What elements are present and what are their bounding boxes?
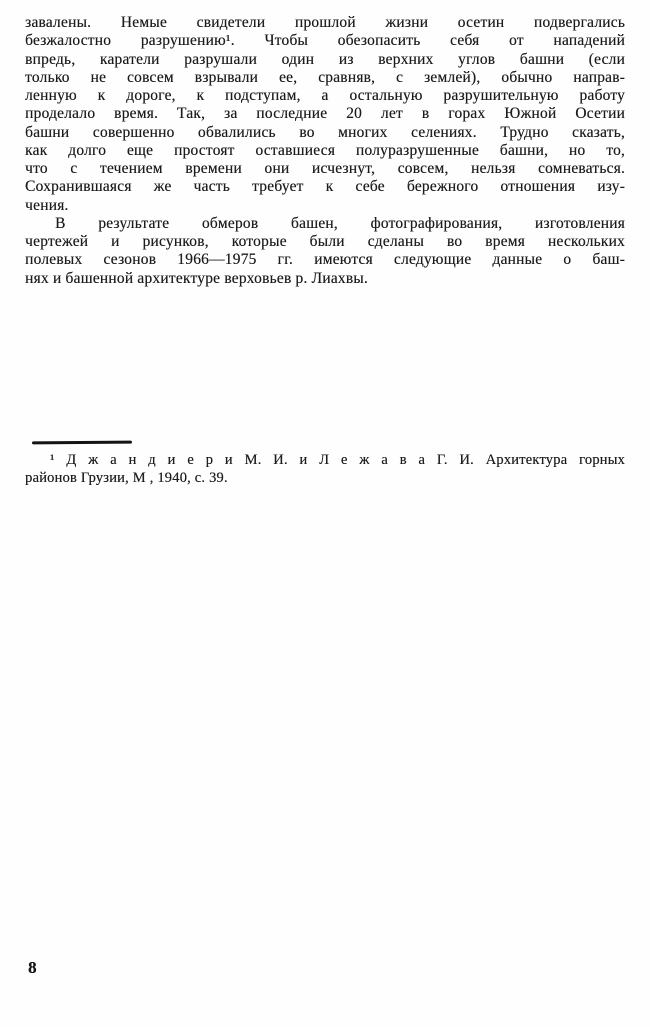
text-line: полевых сезонов 1966—1975 гг. имеются следующие данные о баш-: [25, 251, 625, 269]
text-line: что с течением времени они исчезнут, совсем, нельзя сомневаться.: [25, 160, 625, 177]
text-line: чертежей и рисунков, которые были сделаны во время нескольких: [25, 233, 625, 250]
text-line: нях и башенной архитектуре верховьев р. Лиахвы.: [25, 269, 368, 287]
paragraph-2: [25, 215, 625, 288]
footnote-line: ¹ Д ж а н д и е р и М. И. и Л е ж а в а Г. И. Архитектура горных: [50, 452, 625, 468]
footnote-divider: [32, 441, 132, 445]
text-line: безжалостно разрушению¹. Чтобы обезопасить себя от нападений: [25, 32, 625, 50]
footnote-line: районов Грузии, М , 1940, с. 39.: [25, 470, 228, 486]
text-line: Сохранившаяся же часть требует к себе бережного отношения изу-: [25, 178, 625, 196]
text-line: проделало время. Так, за последние 20 лет в горах Южной Осетии: [25, 105, 625, 123]
main-text-block: [25, 14, 625, 288]
text-line: ленную к дороге, к подступам, а остальную разрушительную работу: [25, 87, 625, 104]
text-line: В результате обмеров башен, фотографирования, изготовления: [55, 214, 625, 232]
text-line: башни совершенно обвалились во многих селениях. Трудно сказать,: [25, 123, 625, 141]
text-line: чения.: [25, 196, 69, 214]
text-line: только не совсем взрывали ее, сравняв, с землей), обычно направ-: [25, 68, 625, 86]
text-line: завалены. Немые свидетели прошлой жизни осетин подвергались: [25, 14, 625, 31]
paragraph-1: [25, 14, 625, 215]
text-line: впредь, каратели разрушали один из верхних углов башни (если: [25, 50, 625, 68]
text-line: как долго еще простоят оставшиеся полуразрушенные башни, но то,: [25, 141, 625, 159]
page-number: 8: [28, 958, 37, 977]
footnote: [25, 451, 625, 487]
